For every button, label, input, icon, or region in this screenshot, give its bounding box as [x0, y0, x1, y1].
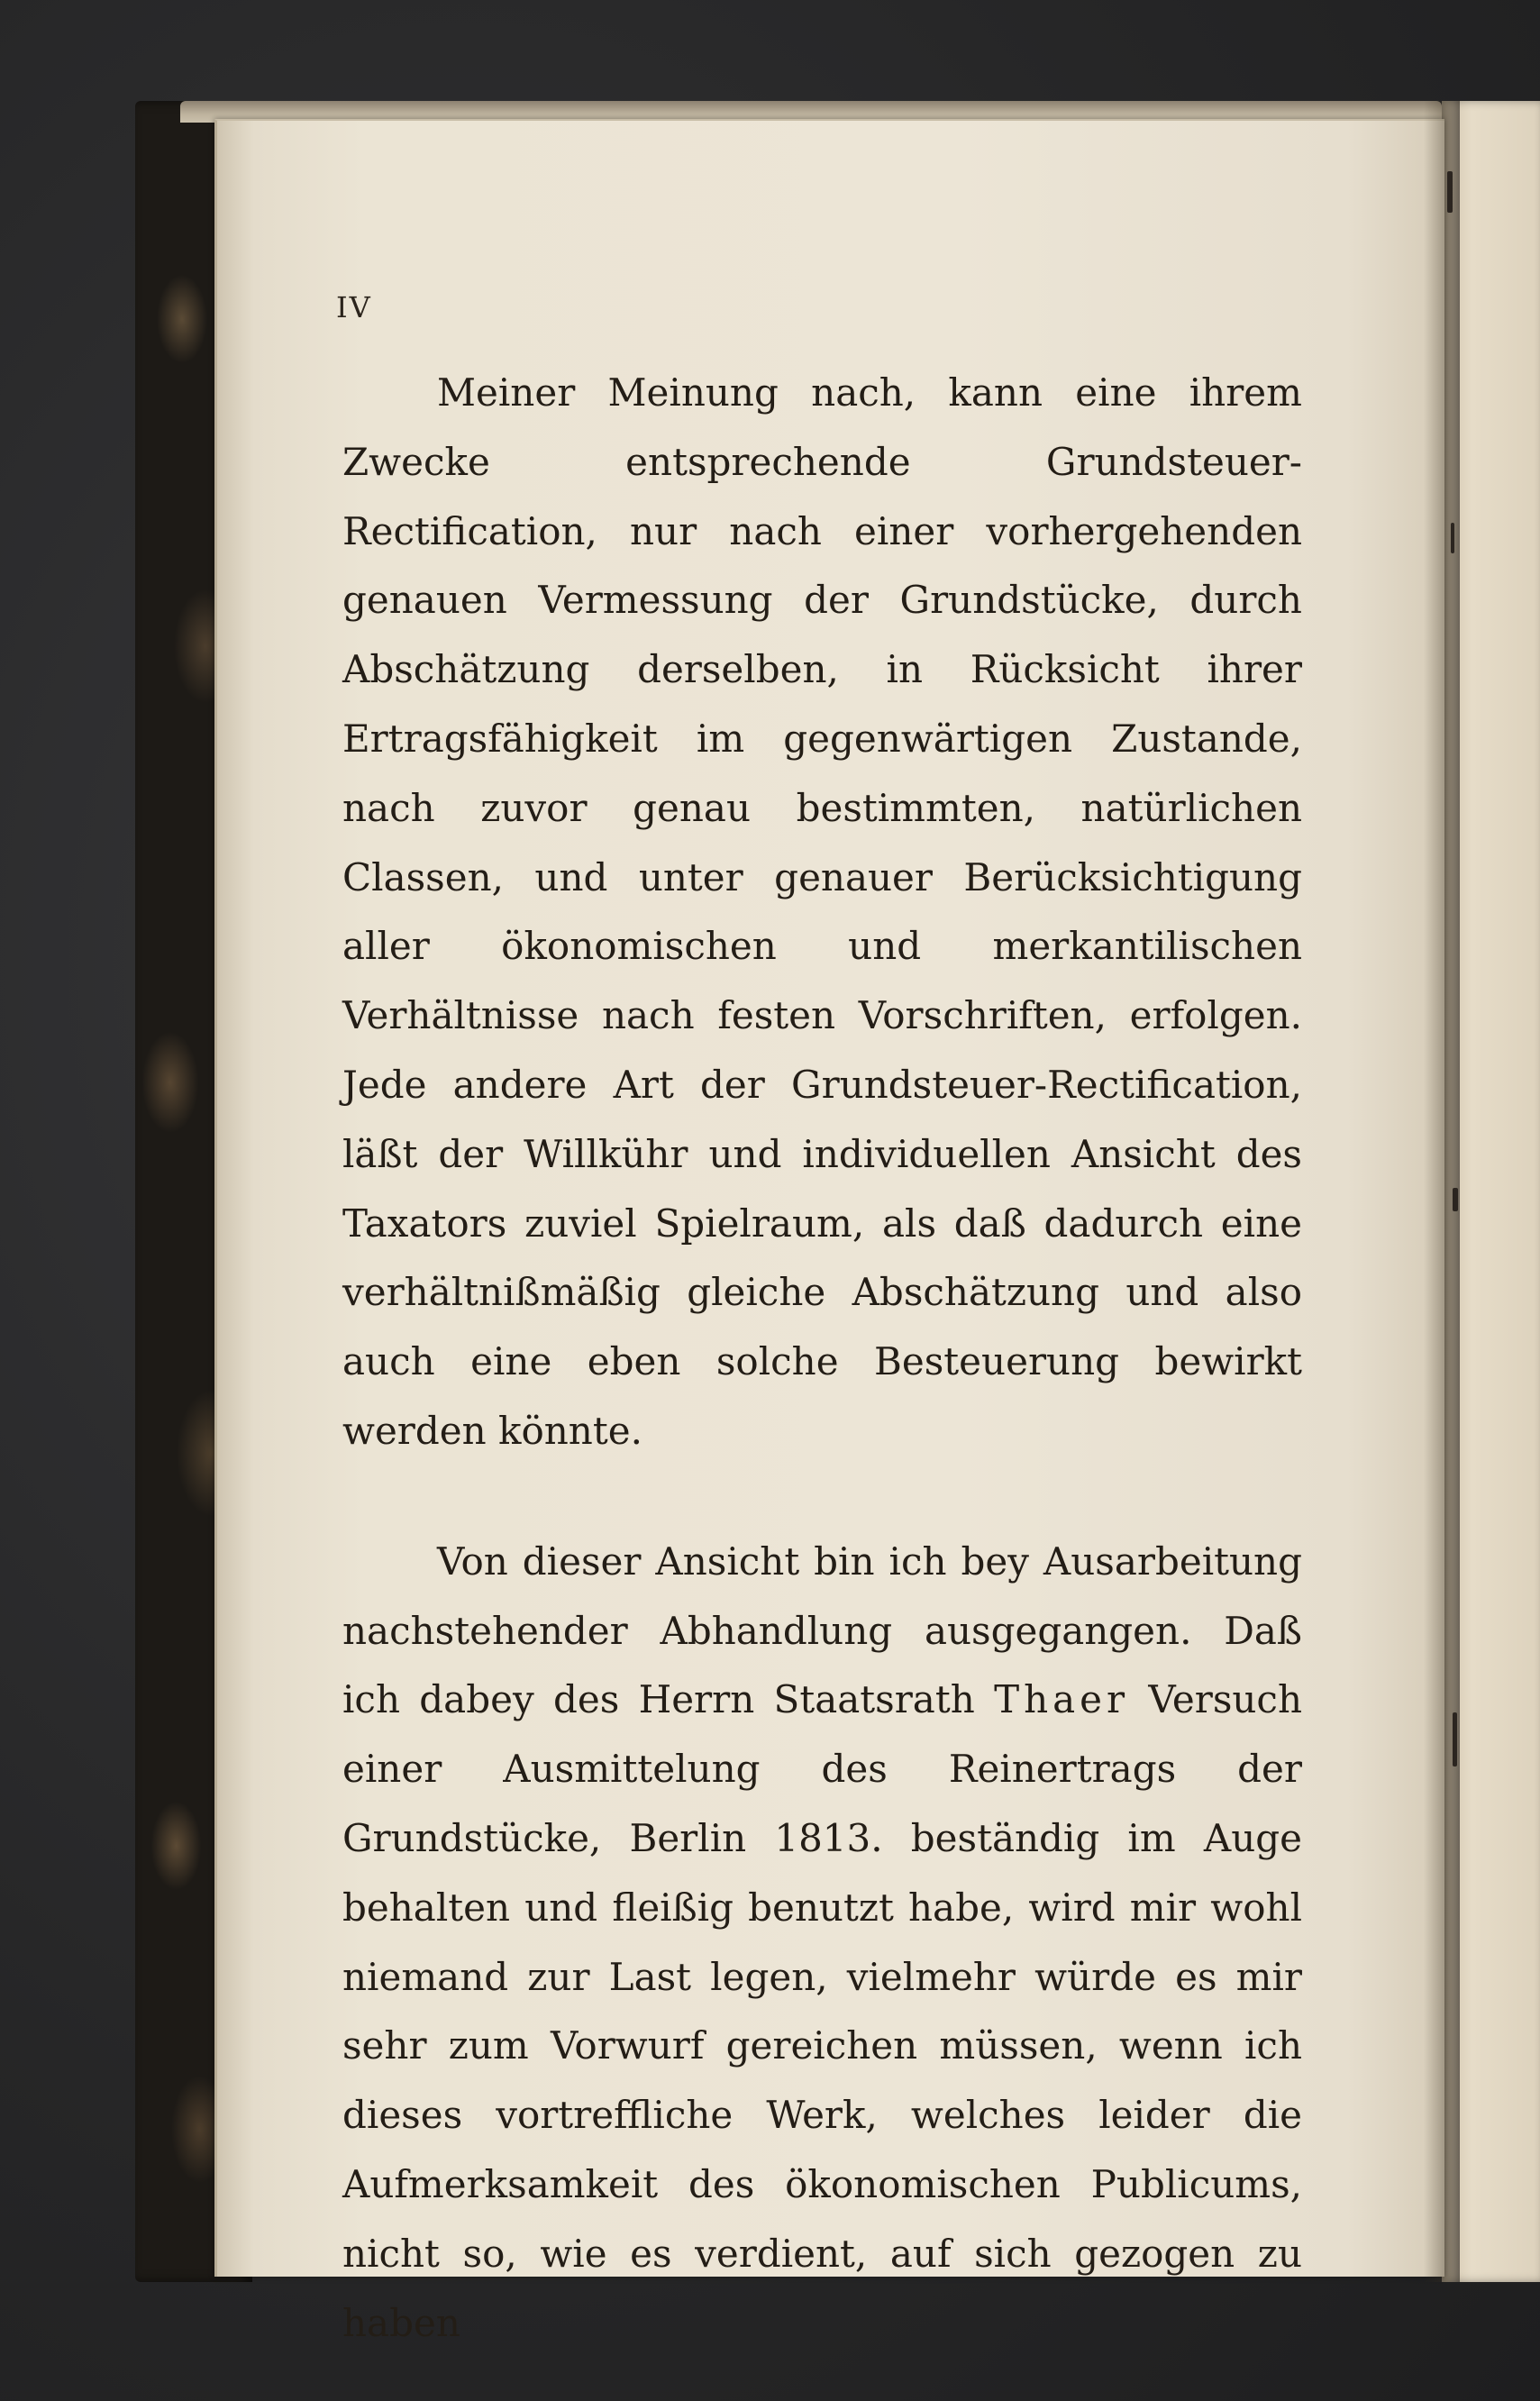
- paragraph-1: Meiner Meinung nach, kann eine ihrem Zwecke entsprechende Grundsteuer-Rectification, nur nach einer vorhergehenden genauen Vermessung der Grundstücke, durch Abschätzung derselben, in Rücksicht ihrer Ertragsfähigkeit im gegenwärtigen Zustande, nach zuvor genau bestimmten, natürlichen Classen, und unter genauer Berücksichtigung aller ökonomischen und merkantilischen Verhältnisse nach festen Vorschriften, erfolgen. Jede andere Art der Grundsteuer-Rectification, läßt der Willkühr und individuellen Ansicht des Taxators zuviel Spielraum, als daß dadurch eine verhältnißmäßig gleiche Abschätzung und also auch eine eben solche Besteuerung bewirkt werden könnte.: [342, 370, 1302, 1453]
- page-body-text: [342, 359, 1302, 2358]
- paragraph-2-text-after: Versuch einer Ausmittelung des Reinertrags der Grundstücke, Berlin 1813. beständig im Auge behalten und fleißig benutzt habe, wird mir wohl niemand zur Last legen, vielmehr würde es mir sehr zum Vorwurf gereichen müssen, wenn ich dieses vortreffliche Werk, welches leider die Aufmerksamkeit des ökonomischen Publicums, nicht so, wie es verdient, auf sich gezogen zu haben: [342, 1677, 1302, 2345]
- margin-mark: [1453, 1712, 1457, 1767]
- margin-mark: [1451, 523, 1454, 553]
- margin-mark: [1453, 1188, 1458, 1211]
- paragraph-2-text-before: Von dieser Ansicht bin ich bey Ausarbeitung nachstehender Abhandlung ausgegangen. Daß ich dabey des Herrn Staatsrath: [342, 1538, 1302, 1722]
- paragraph-2: [342, 1528, 1302, 2359]
- margin-mark: [1447, 171, 1453, 213]
- author-name-thaer: Thaer: [994, 1677, 1130, 1722]
- page-number: IV: [336, 290, 372, 324]
